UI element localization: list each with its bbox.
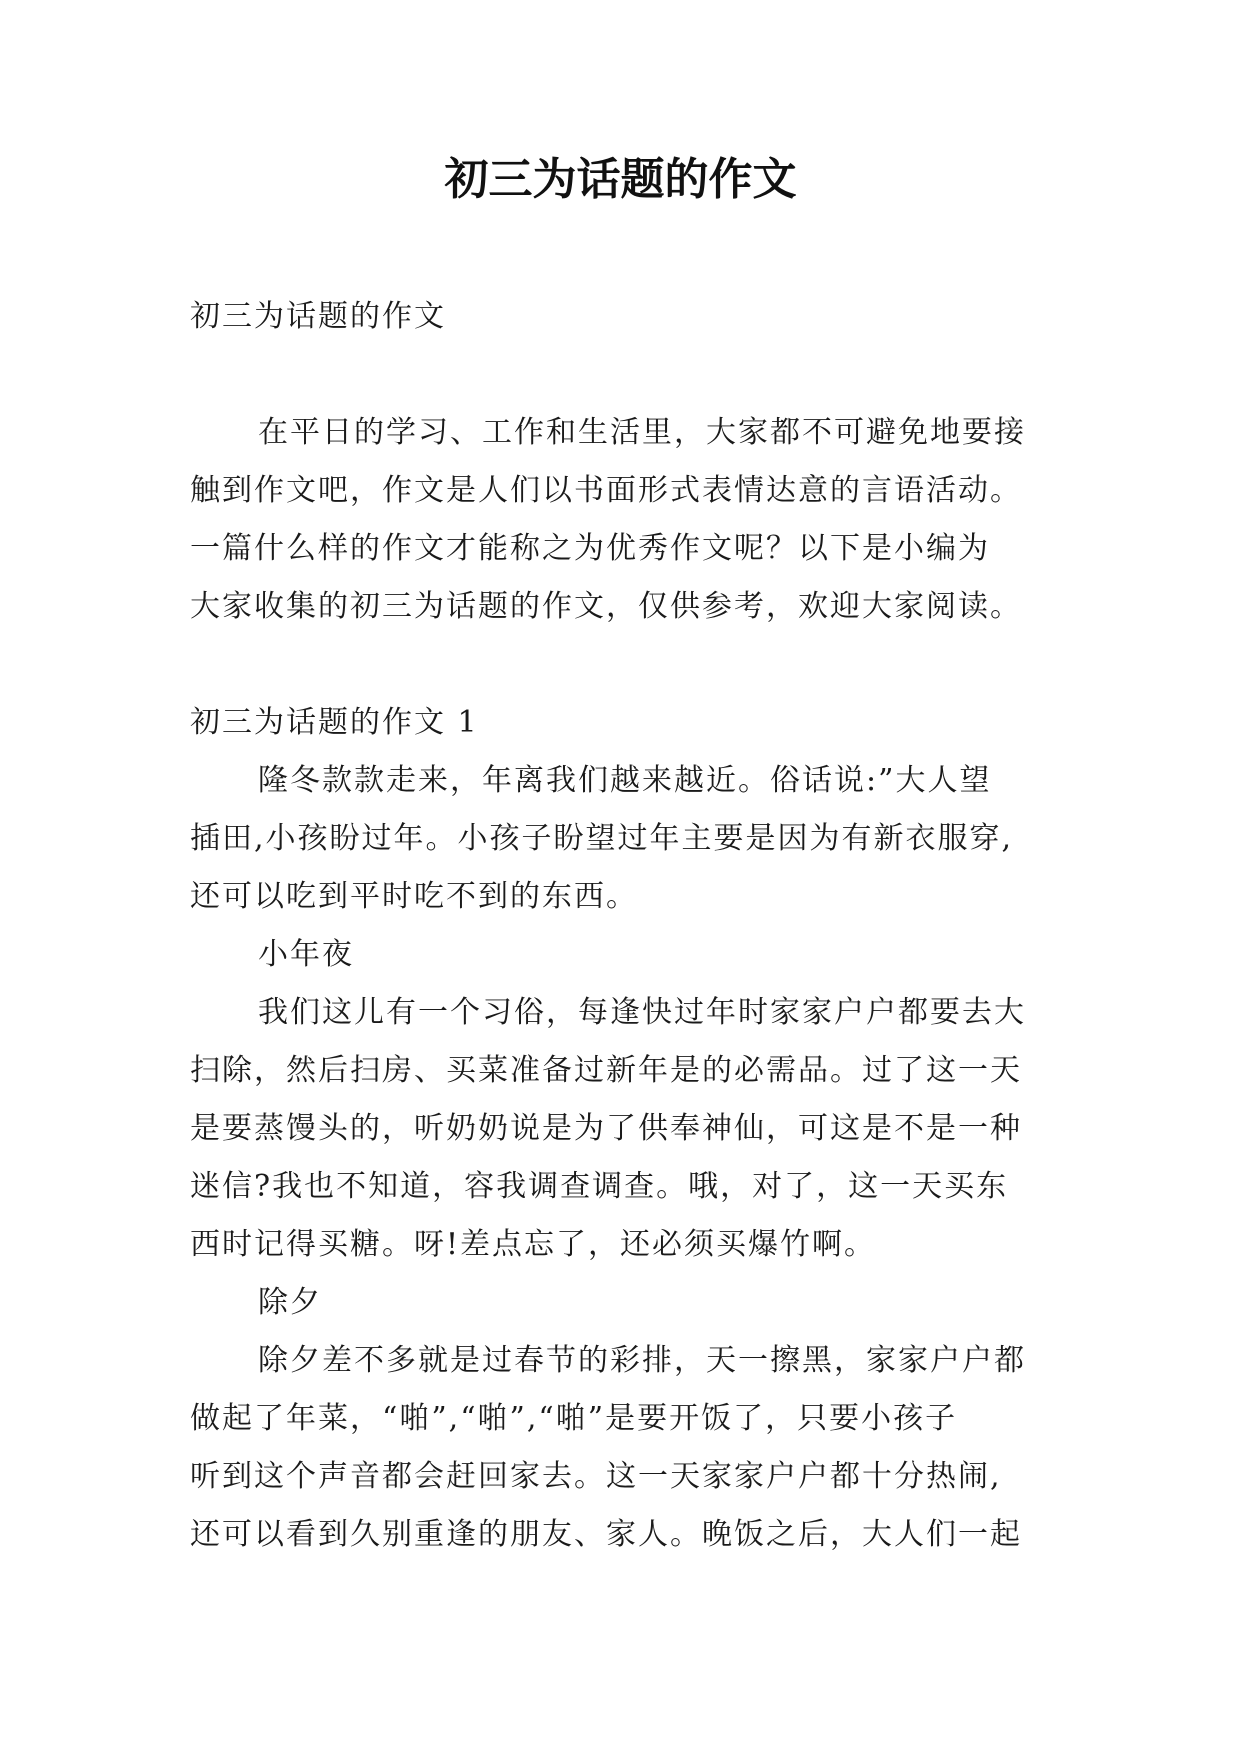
paragraph-line: 听到这个声音都会赶回家去。这一天家家户户都十分热闹, [190, 1459, 1002, 1494]
paragraph-line: 还可以吃到平时吃不到的东西。 [190, 879, 638, 914]
paragraph-line: 扫除，然后扫房、买菜准备过新年是的必需品。过了这一天 [190, 1053, 1022, 1088]
blank-line [190, 636, 1070, 694]
subheading-chuxi: 除夕 [258, 1285, 322, 1320]
paragraph-line: 还可以看到久别重逢的朋友、家人。晚饭之后，大人们一起 [190, 1517, 1022, 1552]
paragraph-line: 做起了年菜，“啪”,“啪”,“啪”是要开饭了，只要小孩子 [190, 1401, 958, 1436]
section-heading: 初三为话题的作文 1 [190, 705, 479, 740]
document-title: 初三为话题的作文 [444, 154, 797, 205]
paragraph-3 [190, 1332, 1070, 1564]
paragraph-line: 隆冬款款走来，年离我们越来越近。俗话说:”大人望 [258, 763, 992, 798]
blank-line [190, 346, 1070, 404]
intro-line: 一篇什么样的作文才能称之为优秀作文呢？以下是小编为 [190, 531, 990, 566]
paragraph-line: 是要蒸馒头的，听奶奶说是为了供奉神仙，可这是不是一种 [190, 1111, 1022, 1146]
intro-line: 大家收集的初三为话题的作文，仅供参考，欢迎大家阅读。 [190, 589, 1022, 624]
subheading-xiaonianye: 小年夜 [258, 937, 354, 972]
paragraph-1 [190, 752, 1070, 926]
paragraph-line: 西时记得买糖。呀!差点忘了，还必须买爆竹啊。 [190, 1227, 877, 1262]
paragraph-2 [190, 984, 1070, 1274]
paragraph-line: 插田,小孩盼过年。小孩子盼望过年主要是因为有新衣服穿, [190, 821, 1014, 856]
paragraph-line: 迷信?我也不知道，容我调查调查。哦，对了，这一天买东 [190, 1169, 1009, 1204]
intro-paragraph [190, 404, 1070, 636]
paragraph-line: 除夕差不多就是过春节的彩排，天一擦黑，家家户户都 [258, 1343, 1026, 1378]
intro-line: 触到作文吧，作文是人们以书面形式表情达意的言语活动。 [190, 473, 1022, 508]
document-subtitle: 初三为话题的作文 [190, 299, 446, 334]
intro-line: 在平日的学习、工作和生活里，大家都不可避免地要接 [258, 415, 1026, 450]
paragraph-line: 我们这儿有一个习俗，每逢快过年时家家户户都要去大 [258, 995, 1026, 1030]
document-body [190, 288, 1070, 1564]
